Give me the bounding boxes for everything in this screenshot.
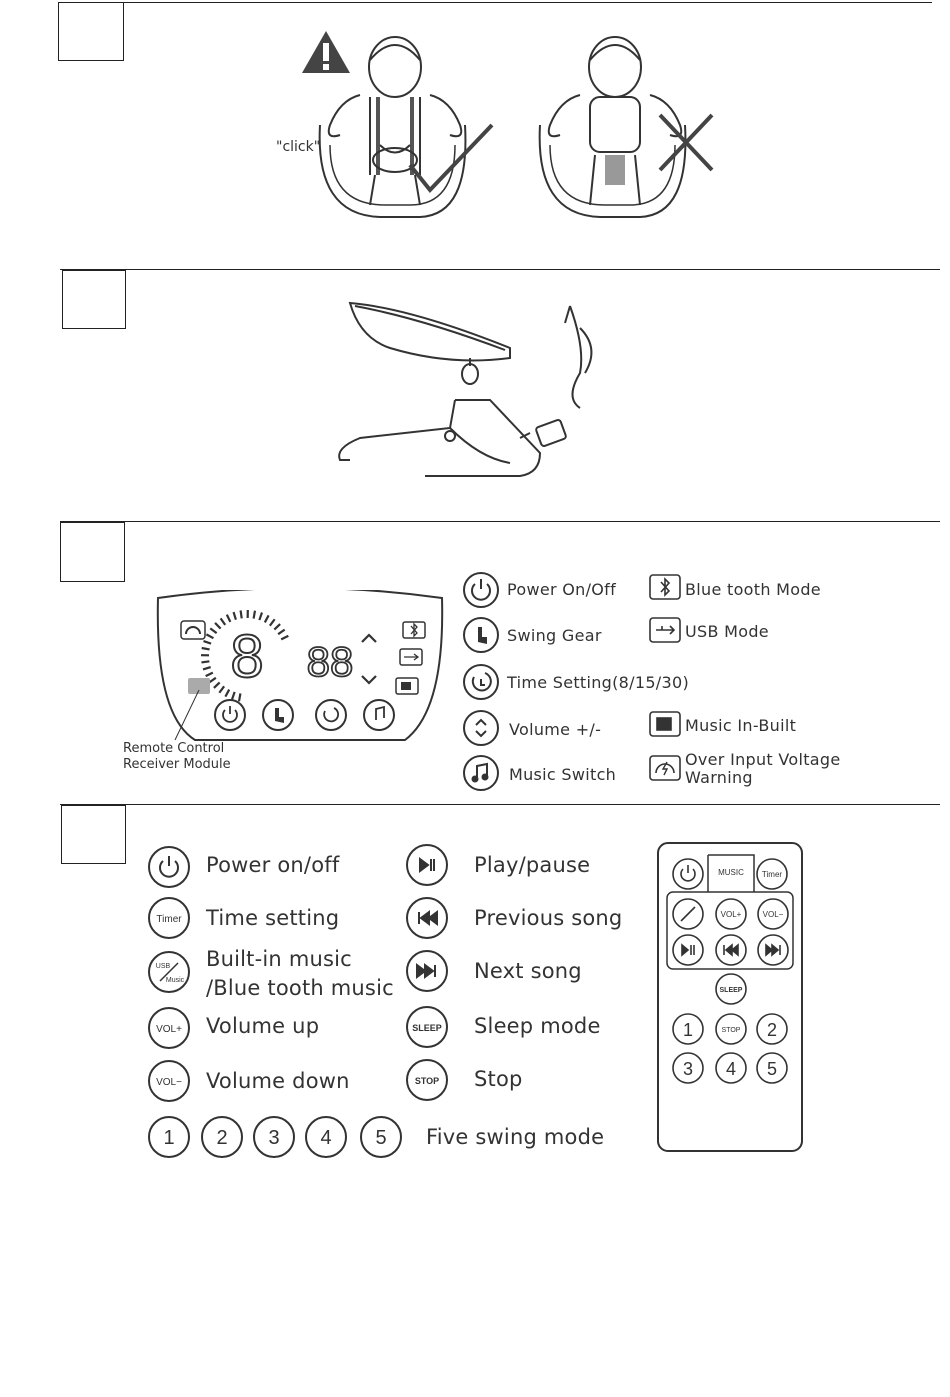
panel-swing-button — [263, 700, 293, 730]
swing-number-3: 3 — [268, 1127, 280, 1149]
remote-num-3: 3 — [682, 1059, 694, 1079]
swing-assembly-illustration — [330, 288, 630, 488]
speed-tick — [210, 628, 216, 633]
volume-icon — [464, 711, 498, 745]
legend-over-voltage-line1: Over Input Voltage — [685, 750, 841, 769]
baby-unbuckled-illustration — [540, 37, 686, 217]
legend-usb: USB Mode — [685, 622, 769, 641]
svg-text:USB: USB — [155, 963, 171, 970]
section-4-rule — [60, 804, 940, 805]
legend-music-line1: Built-in music — [206, 947, 352, 971]
speed-tick — [221, 618, 226, 625]
section-1-rule — [122, 2, 932, 3]
speed-tick — [201, 661, 209, 662]
usb-icon — [400, 649, 422, 665]
speed-tick — [203, 667, 211, 669]
harness-illustration — [260, 25, 740, 225]
legend-time-setting-remote: Time setting — [206, 906, 340, 930]
speed-tick — [227, 615, 231, 622]
remote-prev-button — [716, 935, 746, 965]
speed-tick — [232, 692, 235, 700]
speed-tick — [202, 648, 210, 649]
panel-power-button — [215, 700, 245, 730]
remote-power-button — [673, 859, 703, 889]
panel-timer-button — [316, 700, 346, 730]
section-4-number-box — [61, 805, 126, 864]
legend-volume-down: Volume down — [206, 1069, 350, 1093]
speed-tick — [239, 693, 240, 701]
section-1-number-box — [58, 2, 124, 61]
speed-tick — [265, 615, 269, 622]
section-3-number-box — [60, 522, 125, 582]
play-pause-icon — [407, 845, 447, 885]
speed-tick — [270, 619, 275, 625]
speed-tick — [204, 641, 212, 644]
lcd-timer: 88 — [306, 638, 354, 685]
svg-text:Music: Music — [165, 977, 185, 984]
bluetooth-icon — [403, 622, 425, 638]
receiver-module-indicator — [188, 678, 210, 694]
legend-time-setting: Time Setting(8/15/30) — [507, 673, 689, 692]
legend-stop: Stop — [474, 1067, 523, 1091]
legend-over-voltage-line2: Warning — [685, 768, 753, 787]
remote-usb-music-button — [673, 899, 703, 929]
remote-voldown-label: VOL− — [762, 910, 784, 919]
remote-music-label: MUSIC — [718, 868, 744, 877]
speed-tick — [219, 686, 224, 692]
legend-music-switch: Music Switch — [509, 765, 617, 784]
receiver-label-line1: Remote Control — [123, 741, 225, 756]
music-in-built-icon — [650, 712, 680, 736]
speed-tick — [274, 624, 280, 630]
speed-tick — [214, 682, 220, 688]
legend-sleep-mode: Sleep mode — [474, 1014, 601, 1038]
click-label: "click" — [276, 139, 321, 155]
remote-num-5: 5 — [766, 1059, 778, 1079]
swing-number-4: 4 — [320, 1127, 332, 1149]
remote-stop-label: STOP — [721, 1027, 741, 1034]
speed-tick — [206, 634, 213, 638]
section-3-rule — [60, 521, 940, 522]
remote-power-icon — [149, 847, 189, 887]
panel-music-button — [364, 700, 394, 730]
swing-number-1: 1 — [163, 1127, 175, 1149]
legend-five-swing-mode: Five swing mode — [426, 1125, 605, 1149]
legend-music-line2: /Blue tooth music — [206, 976, 394, 1000]
speed-tick — [241, 610, 242, 618]
music-inbuilt-icon — [396, 678, 418, 694]
usb-mode-icon — [650, 618, 680, 642]
remote-timer-label: Timer — [761, 870, 783, 879]
speed-tick — [234, 612, 236, 620]
speed-tick — [281, 636, 288, 640]
swing-number-5: 5 — [375, 1127, 387, 1149]
remote-next-button — [758, 935, 788, 965]
vol-up-icon-text: VOL+ — [156, 1024, 182, 1035]
legend-volume-up: Volume up — [206, 1014, 320, 1038]
remote-legend-icons-left — [145, 843, 195, 1103]
timer-icon — [464, 665, 498, 699]
speed-tick — [225, 690, 229, 697]
speed-tick — [278, 630, 285, 635]
section-2-rule — [60, 269, 940, 270]
next-song-icon — [407, 951, 447, 991]
speed-tick — [209, 678, 216, 683]
panel-legend-icons-right — [645, 572, 685, 792]
over-voltage-warning-icon — [181, 621, 205, 639]
legend-swing-gear: Swing Gear — [507, 626, 602, 645]
section-2-number-box — [62, 270, 126, 329]
remote-control — [656, 842, 804, 1154]
sleep-icon-text: SLEEP — [412, 1023, 442, 1033]
legend-music-in-built: Music In-Built — [685, 716, 797, 735]
control-panel — [155, 590, 445, 748]
remote-num-1: 1 — [682, 1020, 694, 1040]
legend-play-pause: Play/pause — [474, 853, 591, 877]
legend-power-onoff: Power on/off — [206, 853, 340, 877]
remote-num-2: 2 — [766, 1020, 778, 1040]
legend-power: Power On/Off — [507, 580, 617, 599]
speed-tick — [215, 623, 221, 629]
remote-play-button — [673, 935, 703, 965]
over-voltage-icon — [650, 756, 680, 780]
usb-music-toggle-icon — [149, 952, 189, 992]
speed-tick — [259, 613, 262, 621]
remote-sleep-label: SLEEP — [719, 987, 743, 994]
swing-mode-numbers — [145, 1114, 407, 1162]
speed-tick — [254, 611, 255, 619]
power-icon — [464, 573, 498, 607]
lcd-digit: 8 — [230, 623, 264, 690]
stop-icon-text: STOP — [414, 1076, 440, 1086]
volume-arrows-icon — [362, 635, 376, 683]
legend-next-song: Next song — [474, 959, 582, 983]
warning-icon — [302, 31, 350, 73]
bluetooth-mode-icon — [650, 575, 680, 599]
receiver-label-line2: Receiver Module — [123, 757, 231, 772]
timer-icon-text: Timer — [156, 914, 182, 925]
speed-tick — [206, 673, 213, 677]
legend-previous-song: Previous song — [474, 906, 623, 930]
previous-song-icon — [407, 898, 447, 938]
vol-down-icon-text: VOL− — [156, 1077, 182, 1088]
legend-bluetooth: Blue tooth Mode — [685, 580, 821, 599]
swing-number-2: 2 — [216, 1127, 228, 1149]
remote-legend-icons-middle — [403, 843, 453, 1103]
music-switch-icon — [464, 756, 498, 790]
cross-mark-icon — [660, 115, 712, 170]
legend-volume: Volume +/- — [509, 720, 602, 739]
remote-volup-label: VOL+ — [720, 910, 742, 919]
swing-gear-icon — [464, 618, 498, 652]
remote-num-4: 4 — [725, 1059, 737, 1079]
